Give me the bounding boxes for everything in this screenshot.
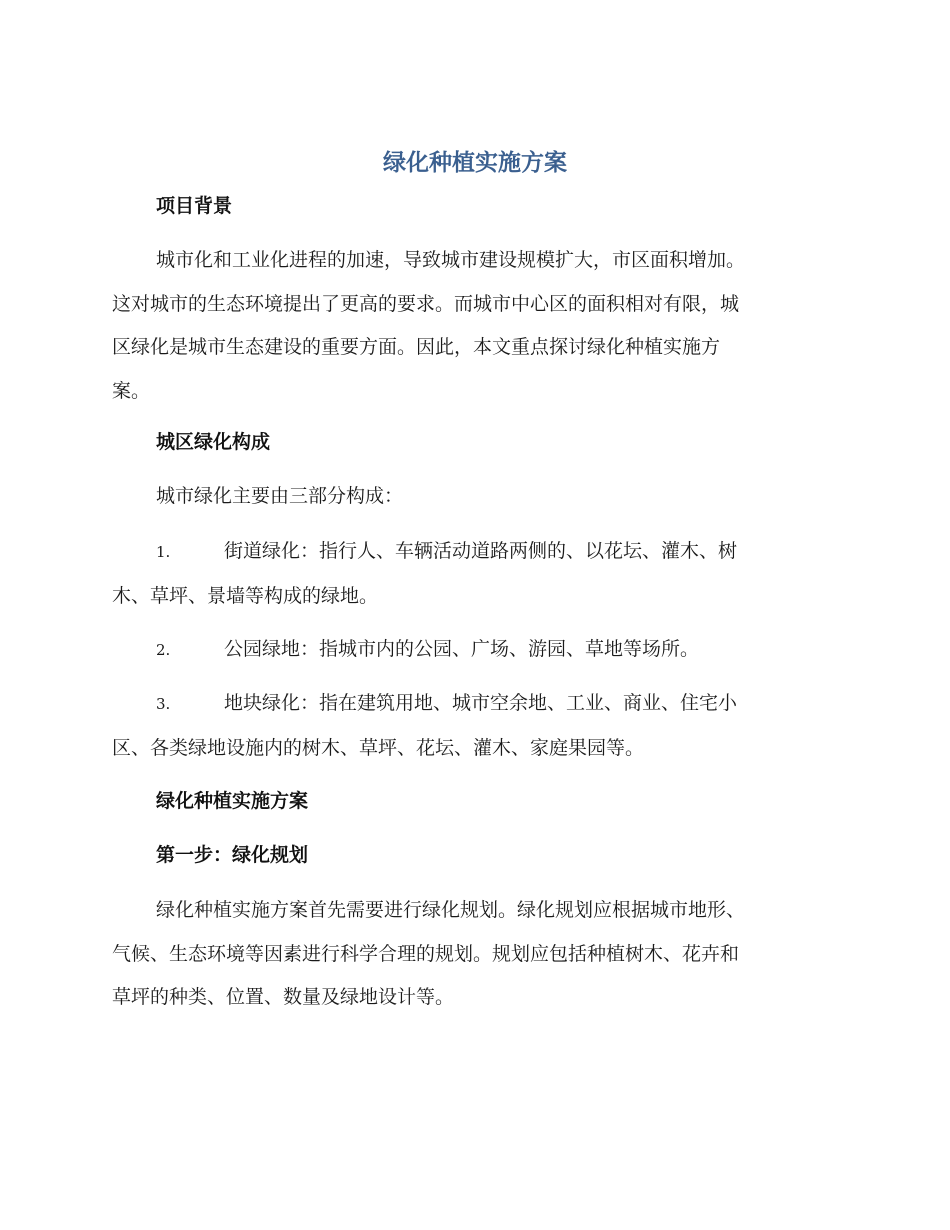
heading-planting-plan: 绿化种植实施方案 bbox=[156, 790, 309, 812]
list-item-text: 地块绿化：指在建筑用地、城市空余地、工业、商业、住宅小 bbox=[224, 692, 738, 714]
paragraph-line: 区绿化是城市生态建设的重要方面。因此，本文重点探讨绿化种植实施方 bbox=[112, 336, 721, 358]
paragraph-line: 绿化种植实施方案首先需要进行绿化规划。绿化规划应根据城市地形、 bbox=[156, 899, 746, 921]
paragraph-step-one bbox=[112, 889, 832, 1020]
paragraph-composition-intro bbox=[112, 475, 832, 519]
document-title: 绿化种植实施方案 bbox=[383, 150, 567, 176]
paragraph-line: 城市化和工业化进程的加速，导致城市建设规模扩大，市区面积增加。 bbox=[156, 249, 746, 271]
list-number: 1. bbox=[156, 543, 171, 561]
paragraph-line: 城市绿化主要由三部分构成： bbox=[156, 485, 404, 507]
list-item-plot-greening bbox=[112, 682, 832, 770]
paragraph-line: 草坪的种类、位置、数量及绿地设计等。 bbox=[112, 986, 455, 1008]
paragraph-line: 这对城市的生态环境提出了更高的要求。而城市中心区的面积相对有限，城 bbox=[112, 292, 740, 315]
heading-project-background: 项目背景 bbox=[156, 195, 233, 217]
paragraph-line: 气候、生态环境等因素进行科学合理的规划。规划应包括种植树木、花卉和 bbox=[112, 942, 740, 965]
list-number: 2. bbox=[156, 641, 171, 659]
list-item-text: 木、草坪、景墙等构成的绿地。 bbox=[112, 584, 379, 607]
list-item-text: 街道绿化：指行人、车辆活动道路两侧的、以花坛、灌木、树 bbox=[224, 540, 738, 562]
heading-step-one: 第一步：绿化规划 bbox=[156, 844, 309, 866]
paragraph-line: 案。 bbox=[112, 379, 151, 402]
paragraph-background bbox=[112, 239, 832, 413]
list-number: 3. bbox=[156, 695, 171, 713]
list-item-park-greenland bbox=[112, 628, 832, 673]
heading-green-composition: 城区绿化构成 bbox=[156, 431, 271, 453]
list-item-text: 公园绿地：指城市内的公园、广场、游园、草地等场所。 bbox=[224, 638, 700, 660]
list-item-street-greening bbox=[112, 530, 832, 618]
list-item-text: 区、各类绿地设施内的树木、草坪、花坛、灌木、家庭果园等。 bbox=[112, 736, 645, 759]
